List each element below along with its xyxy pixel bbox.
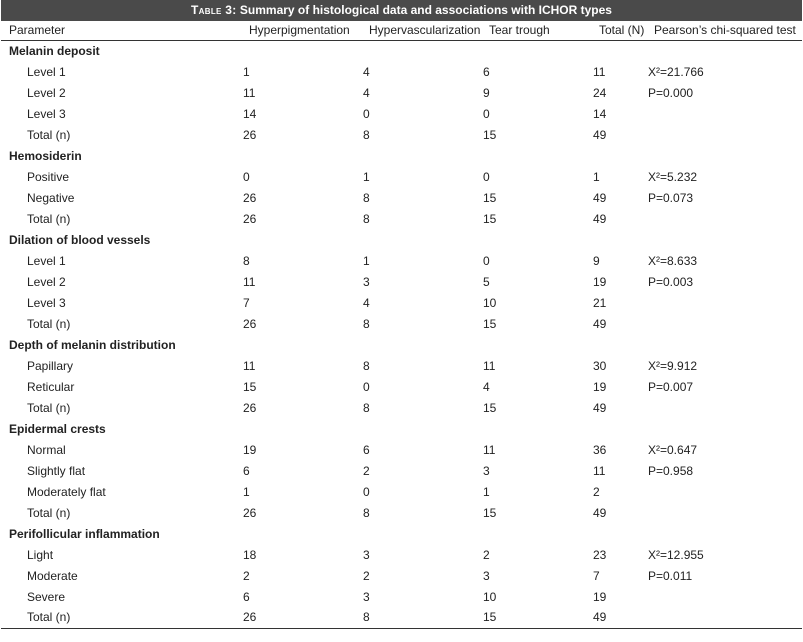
cell-chi-squared xyxy=(646,586,802,607)
cell-parameter: Level 2 xyxy=(27,85,66,100)
table-row xyxy=(1,460,802,481)
cell-hypervascularization: 1 xyxy=(363,169,370,184)
cell-hyperpigmentation: 26 xyxy=(243,190,257,205)
cell-chi-squared: X²=5.232 xyxy=(648,169,698,184)
table-caption-text: Summary of histological data and associations with ICHOR types xyxy=(239,3,612,17)
cell-parameter: Papillary xyxy=(27,358,74,373)
table-row xyxy=(1,271,802,292)
cell-hyperpigmentation: 26 xyxy=(243,505,257,520)
cell-total: 21 xyxy=(593,295,607,310)
cell-hyperpigmentation: 26 xyxy=(241,607,361,628)
cell-total: 14 xyxy=(593,106,607,121)
group-title: Depth of melanin distribution xyxy=(9,337,176,352)
cell-hypervascularization: 4 xyxy=(363,295,370,310)
cell-tear-trough: 2 xyxy=(483,547,490,562)
cell-chi-squared: P=0.007 xyxy=(648,379,694,394)
cell-parameter: Normal xyxy=(27,442,66,457)
cell-hypervascularization: 8 xyxy=(363,316,370,331)
cell-parameter: Severe xyxy=(27,589,66,604)
cell-hyperpigmentation: 2 xyxy=(243,568,250,583)
column-header-chi-squared: Pearson’s chi-squared test xyxy=(646,21,802,40)
cell-hypervascularization: 6 xyxy=(363,442,370,457)
column-header-parameter: Parameter xyxy=(1,21,241,40)
cell-tear-trough: 15 xyxy=(481,607,591,628)
cell-total: 2 xyxy=(593,484,600,499)
cell-chi-squared: P=0.000 xyxy=(648,85,694,100)
cell-parameter: Level 2 xyxy=(27,274,66,289)
cell-hyperpigmentation: 19 xyxy=(243,442,257,457)
table-row xyxy=(1,355,802,376)
group-header-row xyxy=(1,40,802,61)
table-row xyxy=(1,124,802,145)
table-row xyxy=(1,544,802,565)
cell-tear-trough: 0 xyxy=(483,169,490,184)
cell-parameter: Total (n) xyxy=(1,607,241,628)
cell-hypervascularization: 4 xyxy=(363,85,370,100)
cell-hypervascularization: 0 xyxy=(363,379,370,394)
cell-tear-trough: 10 xyxy=(483,295,497,310)
cell-tear-trough: 15 xyxy=(483,211,497,226)
cell-chi-squared xyxy=(646,607,802,628)
cell-tear-trough: 15 xyxy=(483,190,497,205)
table-caption xyxy=(1,0,802,21)
cell-total: 7 xyxy=(593,568,600,583)
cell-chi-squared xyxy=(646,397,802,418)
cell-hyperpigmentation: 0 xyxy=(243,169,250,184)
cell-hyperpigmentation: 26 xyxy=(243,400,257,415)
cell-hypervascularization: 4 xyxy=(363,64,370,79)
cell-hyperpigmentation: 15 xyxy=(243,379,257,394)
table-row xyxy=(1,376,802,397)
cell-hyperpigmentation: 8 xyxy=(243,253,250,268)
cell-tear-trough: 6 xyxy=(483,64,490,79)
cell-chi-squared xyxy=(646,481,802,502)
cell-total: 19 xyxy=(593,274,607,289)
cell-hyperpigmentation: 26 xyxy=(243,127,257,142)
cell-total: 9 xyxy=(593,253,600,268)
table-row xyxy=(1,439,802,460)
cell-tear-trough: 15 xyxy=(483,127,497,142)
table-row xyxy=(1,208,802,229)
cell-chi-squared: X²=12.955 xyxy=(648,547,704,562)
table-row xyxy=(1,397,802,418)
cell-tear-trough: 15 xyxy=(483,505,497,520)
cell-tear-trough: 10 xyxy=(483,589,497,604)
histology-table xyxy=(1,21,802,629)
table-row xyxy=(1,586,802,607)
table-header xyxy=(1,21,802,40)
cell-parameter: Moderate xyxy=(27,568,78,583)
cell-chi-squared xyxy=(646,103,802,124)
cell-chi-squared: P=0.073 xyxy=(648,190,694,205)
cell-tear-trough: 11 xyxy=(483,358,496,373)
cell-hypervascularization: 0 xyxy=(363,106,370,121)
cell-tear-trough: 0 xyxy=(483,106,490,121)
cell-chi-squared xyxy=(646,124,802,145)
cell-tear-trough: 4 xyxy=(483,379,490,394)
cell-total: 49 xyxy=(593,190,607,205)
group-header-row xyxy=(1,334,802,355)
cell-parameter: Slightly flat xyxy=(27,463,86,478)
table-row xyxy=(1,103,802,124)
table-row xyxy=(1,502,802,523)
group-title: Melanin deposit xyxy=(9,43,100,58)
cell-hypervascularization: 1 xyxy=(363,253,370,268)
cell-chi-squared: X²=21.766 xyxy=(648,64,704,79)
column-header-hypervascularization: Hypervascularization xyxy=(361,21,481,40)
table-container xyxy=(1,0,802,629)
cell-hypervascularization: 8 xyxy=(363,211,370,226)
cell-hypervascularization: 8 xyxy=(363,127,370,142)
cell-parameter: Level 3 xyxy=(27,295,66,310)
group-header-row xyxy=(1,418,802,439)
table-row xyxy=(1,61,802,82)
cell-tear-trough: 15 xyxy=(483,400,497,415)
cell-chi-squared: P=0.958 xyxy=(648,463,694,478)
cell-chi-squared xyxy=(646,292,802,313)
cell-hyperpigmentation: 1 xyxy=(243,64,250,79)
cell-chi-squared: X²=0.647 xyxy=(648,442,698,457)
cell-hypervascularization: 2 xyxy=(363,568,370,583)
cell-parameter: Positive xyxy=(27,169,70,184)
cell-hypervascularization: 3 xyxy=(363,589,370,604)
column-header-tear-trough: Tear trough xyxy=(481,21,591,40)
cell-parameter: Total (n) xyxy=(27,505,71,520)
cell-hyperpigmentation: 11 xyxy=(243,274,256,289)
cell-total: 1 xyxy=(593,169,600,184)
header-row xyxy=(1,21,802,40)
cell-total: 49 xyxy=(591,607,646,628)
cell-hypervascularization: 8 xyxy=(363,358,370,373)
table-row xyxy=(1,607,802,628)
cell-parameter: Reticular xyxy=(27,379,75,394)
cell-parameter: Total (n) xyxy=(27,316,71,331)
cell-tear-trough: 1 xyxy=(483,484,490,499)
cell-total: 19 xyxy=(593,589,607,604)
cell-hypervascularization: 0 xyxy=(363,484,370,499)
cell-hyperpigmentation: 6 xyxy=(243,463,250,478)
cell-tear-trough: 0 xyxy=(483,253,490,268)
cell-parameter: Light xyxy=(27,547,54,562)
cell-chi-squared: X²=8.633 xyxy=(648,253,698,268)
cell-hyperpigmentation: 11 xyxy=(243,358,256,373)
cell-total: 11 xyxy=(593,463,606,478)
cell-tear-trough: 3 xyxy=(483,568,490,583)
cell-hypervascularization: 8 xyxy=(363,505,370,520)
cell-total: 36 xyxy=(593,442,607,457)
table-body xyxy=(1,40,802,628)
cell-total: 49 xyxy=(593,127,607,142)
cell-tear-trough: 3 xyxy=(483,463,490,478)
group-header-row xyxy=(1,229,802,250)
column-header-hyperpigmentation: Hyperpigmentation xyxy=(241,21,361,40)
cell-total: 49 xyxy=(593,400,607,415)
cell-tear-trough: 5 xyxy=(483,274,490,289)
table-caption-label: Table 3: xyxy=(191,3,237,17)
cell-hyperpigmentation: 7 xyxy=(243,295,250,310)
table-row xyxy=(1,481,802,502)
cell-total: 49 xyxy=(593,505,607,520)
table-row xyxy=(1,187,802,208)
cell-total: 19 xyxy=(593,379,607,394)
cell-total: 24 xyxy=(593,85,607,100)
cell-hypervascularization: 2 xyxy=(363,463,370,478)
table-row xyxy=(1,250,802,271)
cell-hypervascularization: 8 xyxy=(361,607,481,628)
group-header-row xyxy=(1,523,802,544)
group-title: Epidermal crests xyxy=(9,421,106,436)
cell-chi-squared: X²=9.912 xyxy=(648,358,698,373)
table-row xyxy=(1,292,802,313)
cell-parameter: Level 3 xyxy=(27,106,66,121)
cell-chi-squared xyxy=(646,208,802,229)
cell-hyperpigmentation: 26 xyxy=(243,316,257,331)
cell-parameter: Moderately flat xyxy=(27,484,106,499)
cell-parameter: Level 1 xyxy=(27,253,66,268)
group-title: Dilation of blood vessels xyxy=(9,232,151,247)
cell-tear-trough: 15 xyxy=(483,316,497,331)
cell-tear-trough: 9 xyxy=(483,85,490,100)
table-row xyxy=(1,313,802,334)
cell-total: 49 xyxy=(593,316,607,331)
cell-hyperpigmentation: 11 xyxy=(243,85,256,100)
cell-chi-squared: P=0.003 xyxy=(648,274,694,289)
cell-parameter: Total (n) xyxy=(27,127,71,142)
cell-hypervascularization: 3 xyxy=(363,274,370,289)
cell-total: 23 xyxy=(593,547,607,562)
cell-chi-squared xyxy=(646,313,802,334)
cell-chi-squared: P=0.011 xyxy=(648,568,693,583)
cell-parameter: Level 1 xyxy=(27,64,66,79)
column-header-total: Total (N) xyxy=(591,21,646,40)
group-title: Hemosiderin xyxy=(9,148,82,163)
cell-parameter: Total (n) xyxy=(27,211,71,226)
cell-hyperpigmentation: 6 xyxy=(243,589,250,604)
group-header-row xyxy=(1,145,802,166)
cell-hyperpigmentation: 14 xyxy=(243,106,257,121)
cell-total: 30 xyxy=(593,358,607,373)
cell-parameter: Total (n) xyxy=(27,400,71,415)
cell-hypervascularization: 3 xyxy=(363,547,370,562)
cell-total: 49 xyxy=(593,211,607,226)
cell-hypervascularization: 8 xyxy=(363,400,370,415)
cell-chi-squared xyxy=(646,502,802,523)
cell-hyperpigmentation: 18 xyxy=(243,547,257,562)
cell-tear-trough: 11 xyxy=(483,442,496,457)
table-row xyxy=(1,82,802,103)
cell-total: 11 xyxy=(593,64,606,79)
table-row xyxy=(1,166,802,187)
table-row xyxy=(1,565,802,586)
cell-hyperpigmentation: 26 xyxy=(243,211,257,226)
cell-parameter: Negative xyxy=(27,190,75,205)
cell-hyperpigmentation: 1 xyxy=(243,484,250,499)
cell-hypervascularization: 8 xyxy=(363,190,370,205)
group-title: Perifollicular inflammation xyxy=(9,526,160,541)
